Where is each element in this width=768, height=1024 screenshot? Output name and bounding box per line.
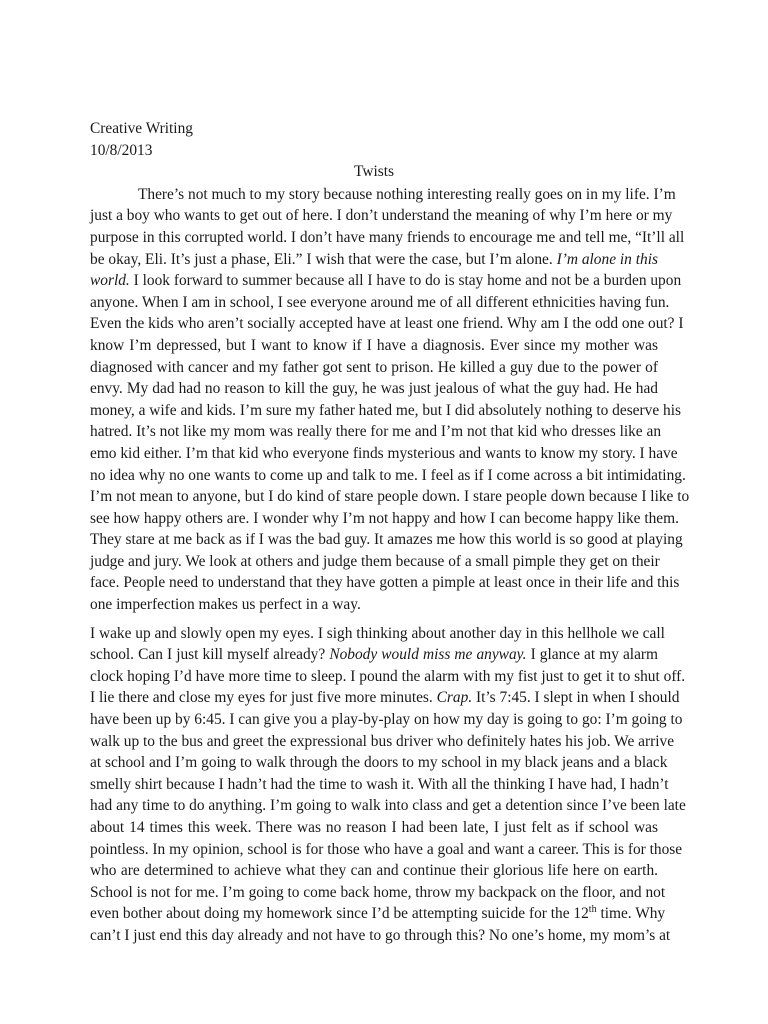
text-line bbox=[90, 903, 666, 925]
document-body bbox=[90, 118, 690, 947]
text-line: money, a wife and kids. I’m sure my father hated me, but I did absolutely nothing to deserve his bbox=[90, 401, 681, 419]
text-segment: I glance at my alarm bbox=[530, 646, 658, 664]
text-line: anyone. When I am in school, I see everyone around me of all different ethnicities having fun. bbox=[90, 293, 670, 311]
paragraph-2 bbox=[90, 623, 686, 947]
text-line: There’s not much to my story because nothing interesting really goes on in my life. I’m bbox=[138, 185, 676, 203]
text-segment: school. Can I just kill myself already? bbox=[90, 646, 326, 664]
italic-text: Crap. bbox=[436, 689, 473, 707]
text-line: School is not for me. I’m going to come back home, throw my backpack on the floor, and not bbox=[90, 883, 666, 901]
story-title: Twists bbox=[354, 163, 394, 181]
text-line: hatred. It’s not like my mom was really there for me and I’m not that kid who dresses like an bbox=[90, 423, 662, 441]
text-line bbox=[90, 644, 658, 666]
document-date: 10/8/2013 bbox=[90, 141, 153, 159]
text-line: They stare at me back as if I was the bad guy. It amazes me how this world is so good at playing bbox=[90, 531, 683, 549]
text-segment: I look forward to summer because all I have to do is stay home and not be a burden upon bbox=[133, 272, 682, 290]
text-segment: time. Why bbox=[600, 905, 666, 923]
text-line: emo kid either. I’m that kid who everyone finds mysterious and wants to know my story. I have bbox=[90, 444, 678, 462]
paragraph-1 bbox=[90, 184, 690, 616]
text-line: judge and jury. We look at others and judge them because of a small pimple they get on their bbox=[90, 552, 660, 570]
text-line: clock hoping I’d have more time to sleep. I pound the alarm with my fist just to get it to shut off. bbox=[90, 667, 686, 685]
text-line: about 14 times this week. There was no reason I had been late, I just felt as if school was bbox=[90, 819, 658, 836]
italic-text: Nobody would miss me anyway. bbox=[329, 646, 527, 664]
text-line bbox=[90, 249, 658, 271]
text-line: pointless. In my opinion, school is for those who have a goal and want a career. This is for those bbox=[90, 840, 683, 858]
text-segment: be okay, Eli. It’s just a phase, Eli.” I wish that were the case, but I’m alone. bbox=[90, 250, 553, 268]
text-line: have been up by 6:45. I can give you a play-by-play on how my day is going to go: I’m going to bbox=[90, 711, 683, 729]
text-line: at school and I’m going to walk through the doors to my school in my black jeans and a black bbox=[90, 754, 668, 772]
text-line: walk up to the bus and greet the expressional bus driver who definitely hates his job. We arrive bbox=[90, 732, 675, 750]
text-line: can’t I just end this day already and not have to go through this? No one’s home, my mom’s at bbox=[90, 926, 671, 944]
course-name: Creative Writing bbox=[90, 120, 193, 137]
text-line: had any time to do anything. I’m going to walk into class and get a detention since I’ve been late bbox=[90, 797, 686, 815]
text-segment: even bother about doing my homework since I’d be attempting suicide for the 12 bbox=[90, 905, 589, 923]
text-line: I’m not mean to anyone, but I do kind of stare people down. I stare people down because I like to bbox=[90, 488, 690, 506]
text-line bbox=[90, 687, 680, 709]
text-line: just a boy who wants to get out of here. I don’t understand the meaning of why I’m here or my bbox=[90, 207, 673, 225]
text-segment: It’s 7:45. I slept in when I should bbox=[475, 689, 680, 707]
text-segment: I lie there and close my eyes for just five more minutes. bbox=[90, 689, 433, 707]
text-line: one imperfection makes us perfect in a way. bbox=[90, 596, 361, 614]
text-line: Even the kids who aren’t socially accepted have at least one friend. Why am I the odd one out? I bbox=[90, 315, 684, 333]
text-line: I wake up and slowly open my eyes. I sigh thinking about another day in this hellhole we call bbox=[90, 624, 665, 642]
text-line: diagnosed with cancer and my father got sent to prison. He killed a guy due to the power of bbox=[90, 358, 658, 376]
text-line: face. People need to understand that they have gotten a pimple at least once in their life and this bbox=[90, 574, 680, 592]
text-line: no idea why no one wants to come up and talk to me. I feel as if I come across a bit intimidating. bbox=[90, 466, 686, 484]
text-line: envy. My dad had no reason to kill the guy, he was just jealous of what the guy had. He had bbox=[90, 380, 658, 398]
italic-text: I’m alone in this bbox=[556, 250, 658, 268]
superscript: th bbox=[588, 904, 597, 916]
text-line: who are determined to achieve what they can and continue their glorious life here on earth. bbox=[90, 862, 658, 880]
text-line bbox=[90, 270, 682, 292]
italic-text: world. bbox=[90, 272, 130, 290]
text-line: see how happy others are. I wonder why I’m not happy and how I can become happy like them. bbox=[90, 509, 679, 527]
text-line: smelly shirt because I hadn’t had the time to wash it. With all the thinking I have had, I hadn’t bbox=[90, 775, 669, 793]
text-line: purpose in this corrupted world. I don’t have many friends to encourage me and tell me, “It’ll all bbox=[90, 228, 685, 246]
text-line: know I’m depressed, but I want to know if I have a diagnosis. Ever since my mother was bbox=[90, 336, 658, 354]
